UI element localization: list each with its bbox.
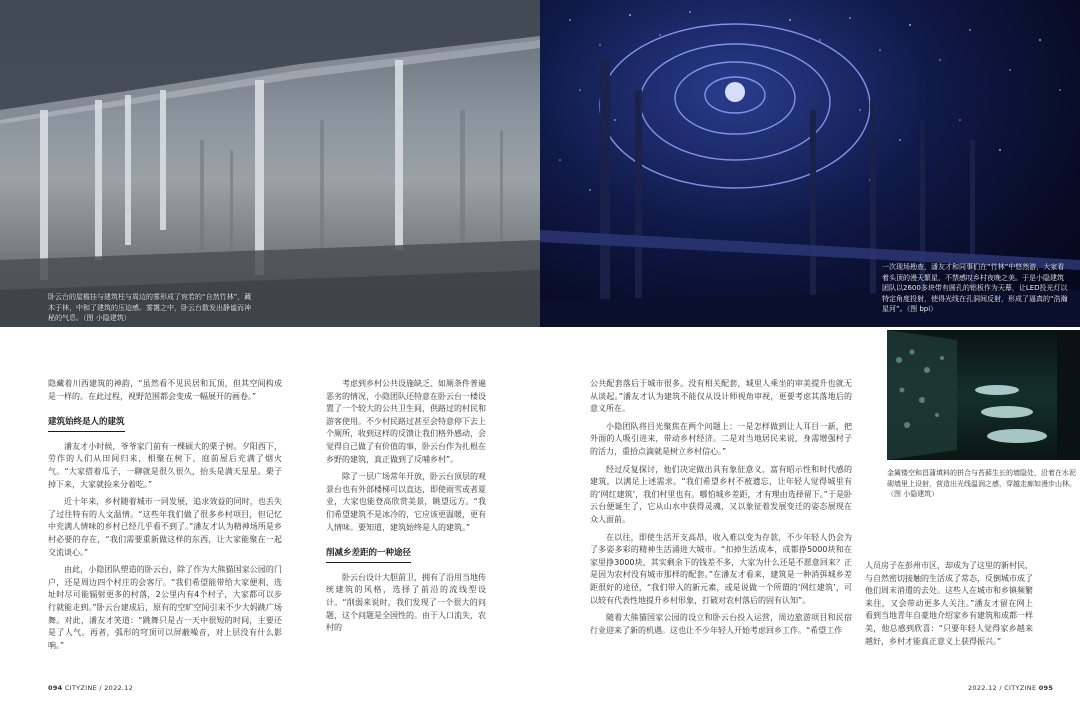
folio-right-date: 2022.12 [968, 684, 997, 692]
col3-paragraph-2: 小隐团队将目光聚焦在两个问题上：一是怎样做到让人耳目一新，把外面的人吸引进来，带动乡村经济。二是对当地居民来说，身需增强村子的活力，重拾点滴就是树立乡村信心。” [590, 421, 852, 456]
col3-paragraph-3: 经过反复探讨，他们决定做出具有象征意义，富有昭示性和时代感的建筑，以满足上述需求。“我们希望乡村不被遗忘，让年轻人觉得城里有的‘网红建筑’，我们村里也有。哪怕城乡差距，才有理由选择留下。”于是卧云台便诞生了，它从山水中获得灵魂，又以象征着发展变迁的姿态展现在众人面前。 [590, 464, 852, 524]
col3-paragraph-1: 公共配套落后于城市很多。没有相关配套，城里人乘坐的审美提升也就无从谈起。”潘友才认为建筑不能仅从设计师视角审视，更要考虑其落地后的意义所在。 [590, 379, 852, 414]
col1-paragraph-1: 隐藏着川西建筑的神韵，“虽然看不见民居和瓦顶，但其空间构成是一样的。在此过程，视野范围都会变成一幅展开的画卷。” [48, 379, 282, 401]
col1-paragraph-2: 潘友才小时候，爷爷家门前有一棵硕大的栗子树。夕阳西下，劳作的人们从田间归来，相聚在树下，庭前屋后充满了烟火气。“大家搭着瓜子，一聊就是很久很久，抬头是满天星星。栗子掉下来，大家就捡来分着吃。” [48, 441, 282, 489]
folio-right: 2022.12 / CITYZINE 095 [968, 684, 1054, 692]
col3-paragraph-4: 在以往，即使生活开支高昂，收入难以变为存款，不少年轻人仍会为了多姿多彩的精神生活涌进大城市。“扣掉生活成本，成都挣5000块和在家里挣3000块，其实剩余下的钱差不多，大家为什么还是不愿意回来？正是因为农村没有城市那样的配套。”在潘友才看来，建筑是一种消弭城乡差距很好的途径，“我们带入的新元素，或是说做一个所谓的‘网红建筑’，可以较有代表性地提升乡村形象，打破对农村落后的固有认知”。 [590, 532, 852, 605]
col2-paragraph-1: 考虑到乡村公共设施缺乏、如厕条件普遍恶劣的情况，小隐团队还特意在卧云台一楼设置了一个较大的公共卫生间，供路过的村民和游客使用。不少村民路过甚至会特意停下去上个厕所，收到这样的反馈让我们格外感动，会觉得自己做了有价值的事，卧云台作为扎根在乡野的建筑，真正做到了反哺乡村”。 [326, 379, 486, 464]
article-column-2 [326, 378, 486, 640]
article-column-3 [590, 378, 852, 642]
article-column-1 [48, 378, 282, 657]
col2-paragraph-2: 除了一层广场常年开放，卧云台顶层的观景台也有外部楼梯可以直达，即使雨雪或者夏业，大家也能登高欣赏美景，眺望远方。“我们希望建筑不是冰冷的，它应该更温暖，更有人情味。要知道，建筑始终是人的建筑。” [326, 472, 486, 532]
article-column-4 [865, 560, 1033, 653]
photo-night-caption: 一次现场勘查，潘友才和同事们在“竹林”中悠然游，大家看着头顶的漫天繁星，不禁感叹乡村夜晚之美。于是小隐建筑团队以2600多块带有圆孔的铝板作为天幕，让LED投光灯以特定角度投射，使得光线在孔洞间反射，形成了逼真的“浩瀚星河”。（图 bpi） [882, 263, 1068, 313]
section-heading-gap: 削减乡差距的一种途径 [326, 547, 411, 563]
col1-paragraph-4: 由此，小隐团队塑造的卧云台，除了作为大熊猫国家公园的门户，还是周边四个村庄的会客厅。“我们希望能带给大家便利，选址时尽可能辐射更多的村落，2公里内有4个村子，大家都可以步行就能走到。”卧云台建成后，原有的空旷空间引来不少大妈跳广场舞。对此，潘友才笑道：“跳舞只是占一天中很短的时间，主要还是了人气。再者，弧形的穹顶可以屏蔽噪音，对上层没有什么影响。” [48, 565, 282, 650]
fog-walkway-illustration [0, 0, 540, 327]
photo-wall-caption: 金属镂空和昌蒲填料的拼合与苔藓生长的墙隐处，沿着在水泥砌墙里上设射，营造出光线温润之感，穿越走廊如漫步山林。（图 小隐建筑） [887, 469, 1076, 498]
photo-fog-caption: 卧云台的屋檐挂与建筑柱与周边的雾形成了宛若的“自然竹林”，藏木于林，中和了建筑的压迫感。雾霭之中，卧云台散发出静谧而神秘的气息。（图 小隐建筑） [48, 293, 252, 322]
folio-left-page-number: 094 [48, 684, 63, 692]
photo-fog-walkway [0, 0, 540, 327]
folio-left-magazine: CITYZINE [64, 684, 97, 692]
photo-corridor-wall [887, 330, 1080, 460]
photo-night-starry-canopy [540, 0, 1080, 327]
col2-paragraph-3: 卧云台设计大胆前卫，拥有了沿用当地传统建筑的风格，选择了前沿的流线型设计。“削弱来说时，我们发现了一个很大的问题，这个问题是全国性的。由于人口流失，农村的 [326, 572, 486, 633]
col3-paragraph-5: 随着大熊猫国家公园的设立和卧云台投入运营，周边旅游项目和民宿行业迎来了新的机遇。这也让不少年轻人开始考虑回乡工作。“希望工作 [590, 613, 852, 635]
corridor-wall-illustration [887, 330, 1080, 460]
col1-paragraph-3: 近十年来，乡村随着城市一同发展，追求效益的同时，也丢失了过往特有的人文温情。“这些年我们做了很多乡村项目，但记忆中充满人情味的乡村已经几乎看不到了。”潘友才认为精神场所是乡村必要的存在，“我们需要重新做这样的东西，让大家能聚在一起交流谈心。” [48, 497, 282, 557]
folio-left: 094 CITYZINE / 2022.12 [48, 684, 134, 692]
folio-right-page-number: 095 [1038, 684, 1054, 692]
col4-paragraph-1: 人员房子在彭州市区，却成为了这里的新村民，与自然密切接触的生活成了常态，反倒城市成了他们周末消遣的去处。这些人在城市和乡镇频繁来往，又会带动更多人关注。”潘友才留在网上看到当地青年自豪地介绍家乡有建筑和成都一样美，他总感到欣喜：“只要年轻人觉得家乡越来越好，乡村才能真正意义上获得振兴。” [865, 561, 1033, 646]
section-heading-people: 建筑始终是人的建筑 [48, 416, 125, 432]
folio-right-magazine: CITYZINE [1004, 684, 1037, 692]
folio-left-date: 2022.12 [104, 684, 134, 692]
